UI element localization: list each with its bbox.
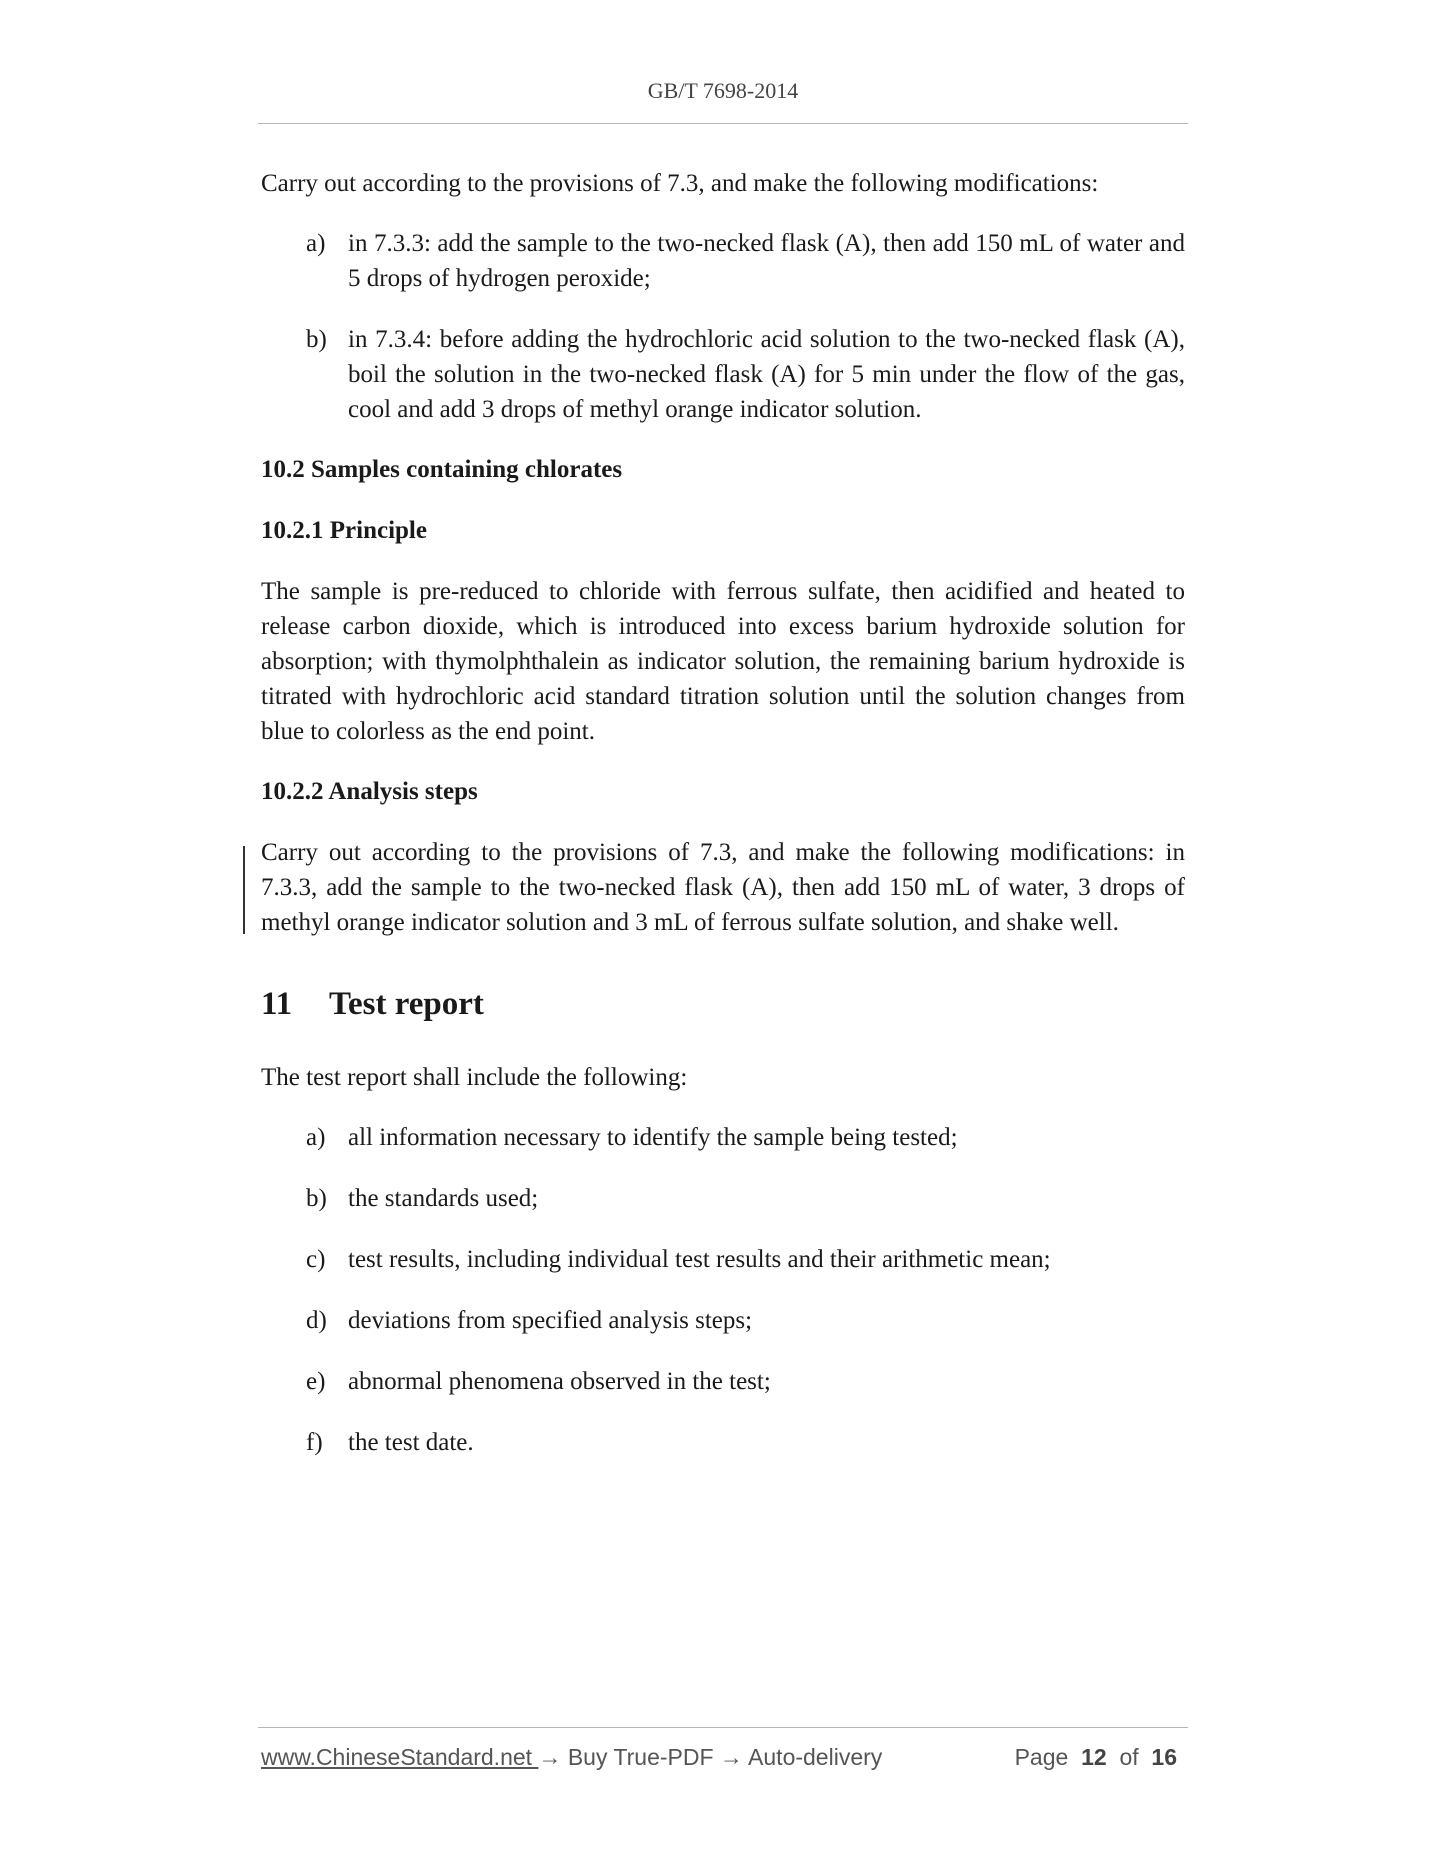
arrow-right-icon: →: [538, 1744, 562, 1770]
list-marker: e): [306, 1368, 326, 1395]
section-10-2-2-heading: 10.2.2 Analysis steps: [261, 778, 478, 805]
page-number: [1015, 1744, 1177, 1771]
list-item: [261, 1303, 1185, 1338]
page-content: [261, 166, 1185, 1485]
section-title: Test report: [329, 986, 484, 1022]
section-10-1-intro: Carry out according to the provisions of 7.3, and make the following modifications:: [261, 170, 1099, 197]
revision-change-bar: [243, 846, 245, 934]
modification-list: [261, 226, 1185, 427]
site-link[interactable]: www.ChineseStandard.net: [261, 1744, 539, 1770]
list-marker: a): [306, 230, 326, 257]
list-item: [261, 1242, 1185, 1277]
list-marker: a): [306, 1124, 326, 1151]
list-marker: c): [306, 1246, 326, 1273]
list-marker: b): [306, 1185, 327, 1212]
buy-pdf-text: Buy True-PDF: [561, 1744, 720, 1770]
list-marker: b): [306, 326, 327, 353]
list-marker: d): [306, 1307, 327, 1334]
list-item: [261, 1425, 1185, 1460]
page-footer: [261, 1744, 1185, 1771]
page-current: 12: [1081, 1744, 1107, 1770]
list-item-text: test results, including individual test results and their arithmetic mean;: [348, 1246, 1051, 1273]
page-label: Page: [1014, 1744, 1069, 1770]
list-item: [261, 1364, 1185, 1399]
section-10-2-1-heading: 10.2.1 Principle: [261, 517, 427, 544]
list-item-text: all information necessary to identify the sample being tested;: [348, 1124, 958, 1151]
list-item: [261, 1181, 1185, 1216]
test-report-list: [261, 1120, 1185, 1460]
list-item-text: the test date.: [348, 1429, 474, 1456]
header-divider: [258, 123, 1188, 124]
list-item: [261, 322, 1185, 427]
auto-delivery-text: Auto-delivery: [742, 1744, 883, 1770]
list-item-text: abnormal phenomena observed in the test;: [348, 1368, 771, 1395]
section-10-2-heading: 10.2 Samples containing chlorates: [261, 456, 623, 483]
list-item-text: in 7.3.4: before adding the hydrochloric acid solution to the two-necked flask (A), boil the solution in the two-necked flask (A) for 5 min under the flow of the gas, cool and add 3 drops of methyl orange indicator solution.: [348, 326, 1185, 423]
page-header: GB/T 7698-2014: [647, 78, 799, 103]
principle-paragraph: The sample is pre-reduced to chloride with ferrous sulfate, then acidified and heated to release carbon dioxide, which is introduced into excess barium hydroxide solution for absorption; with thymolphthalein as indicator solution, the remaining barium hydroxide is titrated with hydrochloric acid standard titration solution until the solution changes from blue to colorless as the end point.: [261, 578, 1185, 745]
page-of-label: of: [1119, 1744, 1139, 1770]
section-number: 11: [261, 986, 293, 1022]
page-total: 16: [1151, 1744, 1177, 1770]
analysis-steps-paragraph: Carry out according to the provisions of 7.3, and make the following modifications: in 7.3.3, add the sample to the two-necked flask (A), then add 150 mL of water, 3 drops of methyl orange indicator solution and 3 mL of ferrous sulfate solution, and shake well.: [261, 839, 1185, 936]
section-11-heading: [261, 984, 1185, 1024]
list-item-text: the standards used;: [348, 1185, 539, 1212]
list-marker: f): [306, 1429, 323, 1456]
list-item-text: deviations from specified analysis steps;: [348, 1307, 753, 1334]
test-report-intro: The test report shall include the following:: [261, 1064, 688, 1091]
list-item: [261, 1120, 1185, 1155]
list-item-text: in 7.3.3: add the sample to the two-necked flask (A), then add 150 mL of water and 5 drops of hydrogen peroxide;: [348, 230, 1185, 292]
footer-divider: [258, 1727, 1188, 1728]
list-item: [261, 226, 1185, 296]
arrow-right-icon: →: [719, 1744, 743, 1770]
